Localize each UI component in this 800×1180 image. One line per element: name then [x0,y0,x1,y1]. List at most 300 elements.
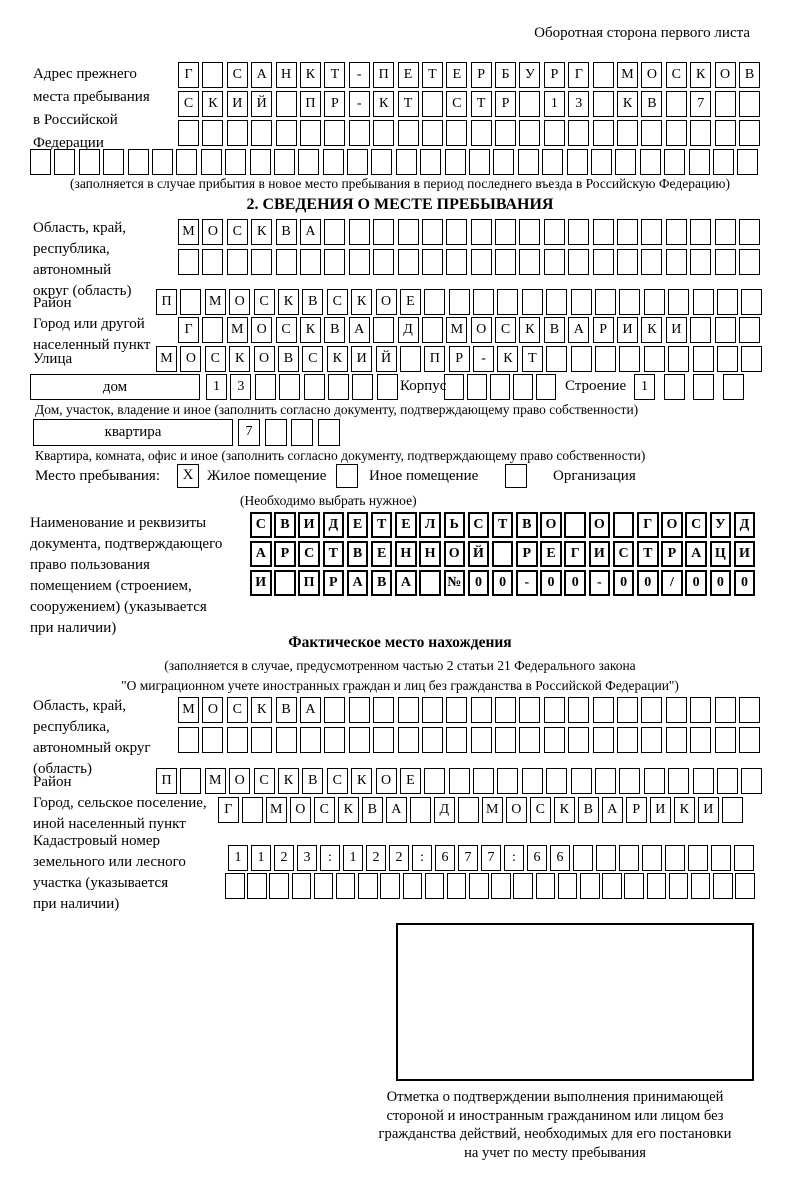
char-cell[interactable]: - [589,570,611,596]
char-cell[interactable] [542,149,563,175]
char-cell[interactable] [349,219,370,245]
char-cell[interactable]: М [266,797,287,823]
char-cell[interactable] [644,768,665,794]
char-cell[interactable]: Д [734,512,756,538]
char-cell[interactable] [619,768,640,794]
char-cell[interactable]: Е [446,62,467,88]
char-cell[interactable] [642,845,662,871]
char-cell[interactable] [519,249,540,275]
char-cell[interactable] [546,346,567,372]
char-cell[interactable]: Е [400,289,421,315]
char-cell[interactable] [522,289,543,315]
char-cell[interactable] [178,120,199,146]
char-cell[interactable] [593,219,614,245]
char-cell[interactable] [424,768,445,794]
char-cell[interactable] [497,768,518,794]
char-cell[interactable] [473,768,494,794]
char-cell[interactable] [689,149,710,175]
char-cell[interactable]: Е [540,541,562,567]
char-cell[interactable]: М [617,62,638,88]
char-cell[interactable] [227,249,248,275]
char-cell[interactable]: О [506,797,527,823]
char-cell[interactable] [617,249,638,275]
char-cell[interactable]: Т [422,62,443,88]
char-cell[interactable]: И [589,541,611,567]
char-cell[interactable] [739,219,760,245]
char-cell[interactable] [410,797,431,823]
char-cell[interactable] [422,120,443,146]
char-cell[interactable] [398,120,419,146]
char-cell[interactable] [491,873,511,899]
char-cell[interactable]: И [227,91,248,117]
char-cell[interactable] [467,374,487,400]
char-cell[interactable]: С [178,91,199,117]
char-cell[interactable] [666,727,687,753]
char-cell[interactable] [373,219,394,245]
char-cell[interactable]: П [373,62,394,88]
char-cell[interactable]: Т [471,91,492,117]
char-cell[interactable]: - [473,346,494,372]
char-cell[interactable] [449,768,470,794]
char-cell[interactable]: И [650,797,671,823]
char-cell[interactable] [422,697,443,723]
char-cell[interactable] [373,697,394,723]
char-cell[interactable] [739,249,760,275]
char-cell[interactable]: П [298,570,320,596]
char-cell[interactable]: - [516,570,538,596]
char-cell[interactable] [242,797,263,823]
char-cell[interactable] [739,317,760,343]
char-cell[interactable]: О [376,768,397,794]
char-cell[interactable] [373,120,394,146]
char-cell[interactable]: В [544,317,565,343]
char-cell[interactable]: 1 [251,845,271,871]
char-cell[interactable] [688,845,708,871]
char-cell[interactable]: 2 [389,845,409,871]
char-cell[interactable] [596,845,616,871]
char-cell[interactable]: К [278,289,299,315]
char-cell[interactable]: Н [276,62,297,88]
char-cell[interactable] [380,873,400,899]
char-cell[interactable]: О [202,219,223,245]
char-cell[interactable]: И [250,570,272,596]
char-cell[interactable]: С [446,91,467,117]
char-cell[interactable]: Ц [710,541,732,567]
char-cell[interactable]: О [180,346,201,372]
char-cell[interactable] [446,727,467,753]
char-cell[interactable]: Г [178,317,199,343]
char-cell[interactable]: И [298,512,320,538]
char-cell[interactable] [202,727,223,753]
char-cell[interactable]: Й [468,541,490,567]
char-cell[interactable] [471,697,492,723]
char-cell[interactable] [318,419,340,446]
char-cell[interactable] [593,249,614,275]
char-cell[interactable]: 7 [481,845,501,871]
char-cell[interactable] [602,873,622,899]
char-cell[interactable]: К [519,317,540,343]
char-cell[interactable]: 1 [206,374,227,400]
char-cell[interactable] [690,727,711,753]
char-cell[interactable]: О [254,346,275,372]
char-cell[interactable]: С [327,289,348,315]
char-cell[interactable] [666,219,687,245]
char-cell[interactable]: Р [274,541,296,567]
char-cell[interactable] [691,873,711,899]
char-cell[interactable]: Р [471,62,492,88]
char-cell[interactable] [324,120,345,146]
char-cell[interactable] [613,512,635,538]
char-cell[interactable]: 3 [230,374,251,400]
char-cell[interactable]: В [739,62,760,88]
char-cell[interactable] [666,249,687,275]
char-cell[interactable] [544,727,565,753]
char-cell[interactable] [546,768,567,794]
char-cell[interactable] [471,120,492,146]
char-cell[interactable]: Г [178,62,199,88]
char-cell[interactable]: С [666,62,687,88]
char-cell[interactable] [490,374,510,400]
char-cell[interactable]: В [276,697,297,723]
char-cell[interactable] [400,346,421,372]
char-cell[interactable] [471,219,492,245]
char-cell[interactable]: О [444,541,466,567]
char-cell[interactable] [419,570,441,596]
char-cell[interactable] [519,91,540,117]
char-cell[interactable]: К [327,346,348,372]
char-cell[interactable]: Д [434,797,455,823]
char-cell[interactable]: Г [564,541,586,567]
char-cell[interactable]: К [300,62,321,88]
char-cell[interactable] [647,873,667,899]
char-cell[interactable] [715,91,736,117]
char-cell[interactable]: В [274,512,296,538]
char-cell[interactable]: К [690,62,711,88]
char-cell[interactable] [693,346,714,372]
char-cell[interactable]: В [302,768,323,794]
char-cell[interactable] [580,873,600,899]
char-cell[interactable]: С [254,289,275,315]
char-cell[interactable]: М [205,768,226,794]
char-cell[interactable] [711,845,731,871]
char-cell[interactable] [641,120,662,146]
char-cell[interactable]: О [229,289,250,315]
char-cell[interactable] [403,873,423,899]
char-cell[interactable] [595,289,616,315]
char-cell[interactable]: М [178,219,199,245]
char-cell[interactable]: Р [449,346,470,372]
char-cell[interactable]: № [444,570,466,596]
char-cell[interactable] [202,120,223,146]
char-cell[interactable]: М [156,346,177,372]
char-cell[interactable] [617,727,638,753]
char-cell[interactable] [571,346,592,372]
char-cell[interactable]: Р [324,91,345,117]
char-cell[interactable] [324,219,345,245]
char-cell[interactable] [571,768,592,794]
char-cell[interactable] [713,873,733,899]
char-cell[interactable]: М [205,289,226,315]
char-cell[interactable]: Й [251,91,272,117]
char-cell[interactable]: М [482,797,503,823]
char-cell[interactable] [201,149,222,175]
organization-checkbox[interactable] [505,464,527,488]
char-cell[interactable] [713,149,734,175]
char-cell[interactable] [641,697,662,723]
char-cell[interactable]: 1 [228,845,248,871]
char-cell[interactable] [298,149,319,175]
char-cell[interactable] [615,149,636,175]
char-cell[interactable]: В [578,797,599,823]
char-cell[interactable] [300,120,321,146]
char-cell[interactable] [324,697,345,723]
char-cell[interactable]: О [589,512,611,538]
char-cell[interactable]: С [302,346,323,372]
char-cell[interactable]: 0 [613,570,635,596]
char-cell[interactable] [641,219,662,245]
char-cell[interactable] [324,727,345,753]
char-cell[interactable] [152,149,173,175]
char-cell[interactable]: Р [544,62,565,88]
char-cell[interactable] [715,727,736,753]
char-cell[interactable] [349,697,370,723]
char-cell[interactable]: К [641,317,662,343]
char-cell[interactable]: К [251,697,272,723]
char-cell[interactable] [690,317,711,343]
char-cell[interactable] [617,120,638,146]
char-cell[interactable]: 0 [685,570,707,596]
char-cell[interactable]: С [298,541,320,567]
char-cell[interactable] [30,149,51,175]
char-cell[interactable] [300,727,321,753]
char-cell[interactable]: В [516,512,538,538]
char-cell[interactable] [324,249,345,275]
char-cell[interactable] [276,120,297,146]
char-cell[interactable]: К [373,91,394,117]
char-cell[interactable]: / [661,570,683,596]
char-cell[interactable] [690,219,711,245]
char-cell[interactable]: О [251,317,272,343]
char-cell[interactable]: А [685,541,707,567]
char-cell[interactable] [291,419,313,446]
char-cell[interactable] [420,149,441,175]
char-cell[interactable] [274,149,295,175]
char-cell[interactable]: К [351,768,372,794]
char-cell[interactable] [398,697,419,723]
char-cell[interactable] [225,873,245,899]
char-cell[interactable] [715,317,736,343]
char-cell[interactable] [377,374,398,400]
char-cell[interactable]: К [338,797,359,823]
char-cell[interactable] [292,873,312,899]
char-cell[interactable]: А [395,570,417,596]
char-cell[interactable] [715,249,736,275]
char-cell[interactable]: 2 [274,845,294,871]
char-cell[interactable]: Е [398,62,419,88]
char-cell[interactable] [103,149,124,175]
char-cell[interactable]: Р [495,91,516,117]
char-cell[interactable] [373,317,394,343]
char-cell[interactable] [180,289,201,315]
char-cell[interactable] [422,727,443,753]
char-cell[interactable]: С [227,62,248,88]
char-cell[interactable] [666,120,687,146]
char-cell[interactable]: К [251,219,272,245]
char-cell[interactable] [739,727,760,753]
char-cell[interactable]: С [227,697,248,723]
char-cell[interactable] [734,845,754,871]
char-cell[interactable]: О [715,62,736,88]
char-cell[interactable] [664,149,685,175]
char-cell[interactable] [568,697,589,723]
char-cell[interactable]: С [250,512,272,538]
char-cell[interactable] [265,419,287,446]
char-cell[interactable]: 2 [366,845,386,871]
char-cell[interactable]: А [347,570,369,596]
char-cell[interactable] [567,149,588,175]
char-cell[interactable] [722,797,743,823]
char-cell[interactable] [128,149,149,175]
char-cell[interactable] [665,845,685,871]
char-cell[interactable]: В [276,219,297,245]
char-cell[interactable] [178,249,199,275]
char-cell[interactable]: С [276,317,297,343]
char-cell[interactable]: И [734,541,756,567]
char-cell[interactable]: 0 [564,570,586,596]
char-cell[interactable] [396,149,417,175]
char-cell[interactable] [668,346,689,372]
char-cell[interactable] [276,727,297,753]
char-cell[interactable]: У [519,62,540,88]
char-cell[interactable]: Д [398,317,419,343]
char-cell[interactable]: К [497,346,518,372]
char-cell[interactable]: С [205,346,226,372]
char-cell[interactable] [347,149,368,175]
char-cell[interactable] [640,149,661,175]
char-cell[interactable] [469,149,490,175]
char-cell[interactable]: М [227,317,248,343]
char-cell[interactable]: А [349,317,370,343]
char-cell[interactable] [715,697,736,723]
char-cell[interactable]: П [156,768,177,794]
char-cell[interactable] [446,697,467,723]
char-cell[interactable] [446,120,467,146]
char-cell[interactable]: У [710,512,732,538]
char-cell[interactable] [352,374,373,400]
char-cell[interactable] [564,512,586,538]
char-cell[interactable]: 0 [710,570,732,596]
char-cell[interactable]: Г [637,512,659,538]
char-cell[interactable] [336,873,356,899]
char-cell[interactable]: 1 [343,845,363,871]
char-cell[interactable]: 0 [468,570,490,596]
char-cell[interactable] [251,249,272,275]
char-cell[interactable] [573,845,593,871]
char-cell[interactable]: О [540,512,562,538]
char-cell[interactable] [619,289,640,315]
char-cell[interactable] [519,727,540,753]
char-cell[interactable] [422,249,443,275]
char-cell[interactable] [644,289,665,315]
char-cell[interactable]: 0 [540,570,562,596]
char-cell[interactable] [664,374,685,400]
char-cell[interactable] [495,120,516,146]
char-cell[interactable] [741,289,762,315]
char-cell[interactable]: 0 [637,570,659,596]
char-cell[interactable] [619,845,639,871]
char-cell[interactable]: О [641,62,662,88]
char-cell[interactable] [568,249,589,275]
char-cell[interactable]: С [495,317,516,343]
char-cell[interactable]: С [227,219,248,245]
char-cell[interactable] [424,289,445,315]
char-cell[interactable] [304,374,325,400]
char-cell[interactable]: Д [323,512,345,538]
char-cell[interactable] [274,570,296,596]
char-cell[interactable] [251,727,272,753]
char-cell[interactable]: А [250,541,272,567]
char-cell[interactable] [513,873,533,899]
char-cell[interactable] [371,149,392,175]
char-cell[interactable] [349,249,370,275]
char-cell[interactable]: - [349,91,370,117]
char-cell[interactable]: - [349,62,370,88]
char-cell[interactable]: 0 [492,570,514,596]
char-cell[interactable]: С [254,768,275,794]
char-cell[interactable]: С [685,512,707,538]
char-cell[interactable] [619,346,640,372]
char-cell[interactable]: Е [395,512,417,538]
char-cell[interactable]: Г [568,62,589,88]
char-cell[interactable] [641,249,662,275]
char-cell[interactable] [641,727,662,753]
char-cell[interactable]: Н [419,541,441,567]
char-cell[interactable]: А [386,797,407,823]
char-cell[interactable] [79,149,100,175]
char-cell[interactable] [690,697,711,723]
char-cell[interactable]: К [351,289,372,315]
char-cell[interactable] [593,697,614,723]
char-cell[interactable] [54,149,75,175]
char-cell[interactable]: : [412,845,432,871]
char-cell[interactable]: 6 [527,845,547,871]
char-cell[interactable] [544,219,565,245]
char-cell[interactable] [593,91,614,117]
char-cell[interactable] [693,289,714,315]
char-cell[interactable] [593,727,614,753]
char-cell[interactable]: 3 [568,91,589,117]
other-premises-checkbox[interactable] [336,464,358,488]
char-cell[interactable] [624,873,644,899]
char-cell[interactable] [449,289,470,315]
char-cell[interactable] [447,873,467,899]
char-cell[interactable]: Р [626,797,647,823]
char-cell[interactable] [497,289,518,315]
char-cell[interactable] [445,149,466,175]
char-cell[interactable]: Е [347,512,369,538]
char-cell[interactable] [544,697,565,723]
char-cell[interactable]: И [666,317,687,343]
char-cell[interactable] [422,317,443,343]
char-cell[interactable] [717,346,738,372]
char-cell[interactable] [518,149,539,175]
char-cell[interactable]: Б [495,62,516,88]
char-cell[interactable] [519,697,540,723]
char-cell[interactable] [358,873,378,899]
char-cell[interactable] [422,219,443,245]
char-cell[interactable]: П [156,289,177,315]
char-cell[interactable] [225,149,246,175]
